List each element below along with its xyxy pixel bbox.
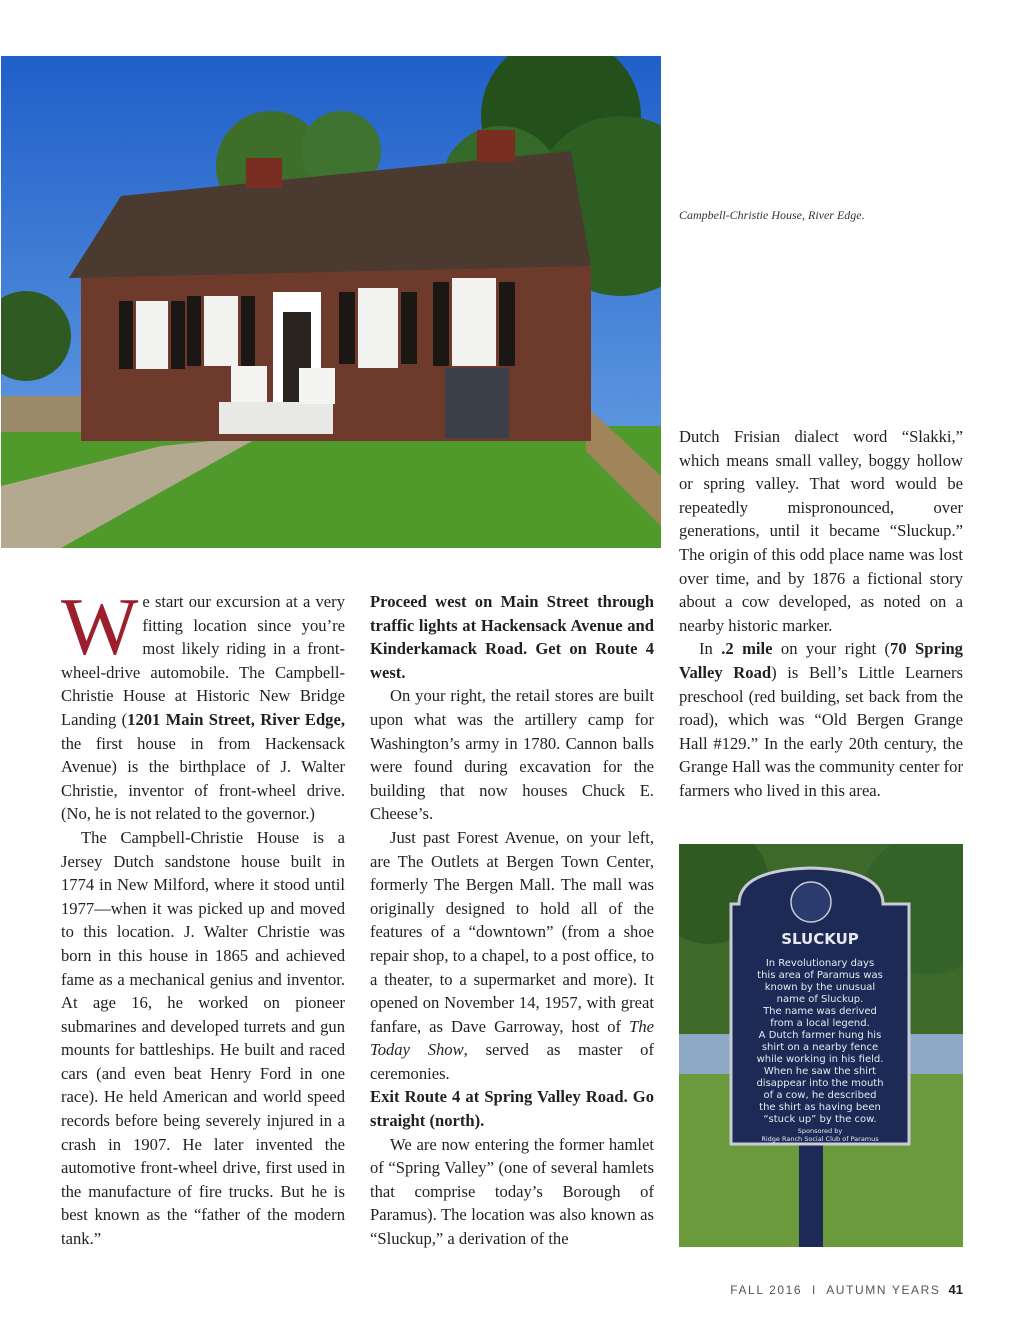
article-column-3 [679, 425, 963, 803]
sign-line-7: shirt on a nearby fence [761, 1042, 879, 1053]
direction-text: Proceed west on Main Street through traffic lights at Hackensack Avenue and Kinderkamack Road. Get on Route 4 west. [370, 592, 654, 682]
sign-line-2: known by the unusual [764, 982, 876, 993]
sign-line-13: “stuck up” by the cow. [763, 1114, 877, 1125]
sign-line-8: while working in his field. [756, 1054, 884, 1065]
sign-line-0: In Revolutionary days [765, 958, 875, 969]
article-column-2 [370, 590, 654, 1251]
issue-label: FALL 2016 I AUTUMN YEARS [730, 1283, 941, 1297]
address-bold-2: 70 Spring Valley Road [679, 639, 963, 682]
mall-paragraph [370, 826, 654, 1086]
exit-text: Exit Route 4 at Spring Valley Road. Go straight (north). [370, 1087, 654, 1131]
direction-exit [370, 1085, 654, 1132]
photo-caption: Campbell-Christie House, River Edge. [679, 208, 865, 222]
sign-line-6: A Dutch farmer hung his [758, 1030, 882, 1041]
sign-line-3: name of Sluckup. [776, 994, 864, 1005]
sign-sponsor-2: Ridge Ranch Social Club of Paramus [761, 1135, 879, 1143]
page-number: 41 [948, 1282, 963, 1297]
sign-line-5: from a local legend. [770, 1018, 870, 1029]
address-bold: 1201 Main Street, River Edge, [127, 709, 345, 729]
christie-paragraph: The Campbell-Christie House is a Jersey Dutch sandstone house built in 1774 in New Milford, where it stood until 1977—when it was picked up and moved to this location. J. Walter Christie was born in this house in 1865 and achieved fame as a mechanical genius and inventor. At age 16, he worked on pioneer submarines and developed turrets and gun mounts for battleships. He built and raced cars (and even beat Henry Ford in one race). He held American and world speed records before being severely injured in a crash in 1907. He later invented the automotive front-wheel drive, first used in the manufacture of fire trucks. But he is best known as the “father of the modern tank.” [61, 827, 345, 1249]
sign-line-12: the shirt as having been [759, 1102, 881, 1113]
sign-line-9: When he saw the shirt [763, 1066, 877, 1077]
artillery-paragraph: On your right, the retail stores are built upon what was the artillery camp for Washington’s army in 1780. Cannon balls were found during excavation for the building that now houses Chuck E. Cheese’s. [370, 686, 654, 824]
sign-photo [679, 844, 963, 1247]
intro-text: e start our excursion at a very fitting location since you’re most likely riding in a front-wheel-drive automobile. The Campbell-Christie House at Historic New Bridge Landing ( [61, 592, 345, 729]
sign-line-1: this area of Paramus was [757, 970, 883, 981]
sign-line-11: of a cow, he described [763, 1090, 877, 1101]
show-title: The Today Show [370, 1016, 654, 1060]
intro-text-cont: the first house in from Hackensack Avenue) is the birthplace of J. Walter Christie, inventor of front-wheel drive. (No, he is not related to the governor.) [61, 733, 345, 824]
seal-icon [791, 882, 831, 922]
sign-line-4: The name was derived [763, 1006, 877, 1017]
distance-bold: .2 mile [721, 639, 773, 659]
mall-text: Just past Forest Avenue, on your left, are The Outlets at Bergen Town Center, formerly The Bergen Mall. The mall was originally designed to hold all of the features of a “downtown” (from a shoe repair shop, to a chapel, to a post office, to a theater, to a supermarket and more). It opened on November 14, 1957, with great fanfare, as Dave Garroway, host of [370, 827, 654, 1036]
grange-text-e: ) is Bell’s Little Learners preschool (red building, set back from the road), which was “Old Bergen Grange Hall #129.” In the early 20th century, the Grange Hall was the community center for farmers who lived in this area. [679, 662, 964, 800]
grange-paragraph [679, 637, 963, 802]
page-footer [730, 1282, 963, 1297]
grange-text-c: on your right ( [772, 639, 891, 659]
intro-paragraph [61, 581, 345, 826]
sign-sponsor-1: Sponsored by [797, 1127, 843, 1135]
mall-text-end: , served as master of ceremonies. [370, 1040, 654, 1083]
spring-valley-paragraph: We are now entering the former hamlet of “Spring Valley” (one of several hamlets that comprise today’s Borough of Paramus). The location was also known as “Sluckup,” a derivation of the [370, 1134, 654, 1249]
house-photo [1, 56, 661, 548]
article-column-1 [61, 581, 345, 1251]
grange-text-a: In [699, 639, 722, 659]
drop-cap: W [61, 581, 139, 672]
sign-title: SLUCKUP [781, 930, 859, 948]
sign-line-10: disappear into the mouth [756, 1078, 884, 1089]
direction-main-street [370, 590, 654, 684]
sluckup-paragraph: Dutch Frisian dialect word “Slakki,” which means small valley, boggy hollow or spring valley. That word would be repeatedly mispronounced, over generations, until it became “Sluckup.” The origin of this odd place name was lost over time, and by 1876 a fictional story about a cow developed, as noted on a nearby historic marker. [679, 427, 963, 635]
